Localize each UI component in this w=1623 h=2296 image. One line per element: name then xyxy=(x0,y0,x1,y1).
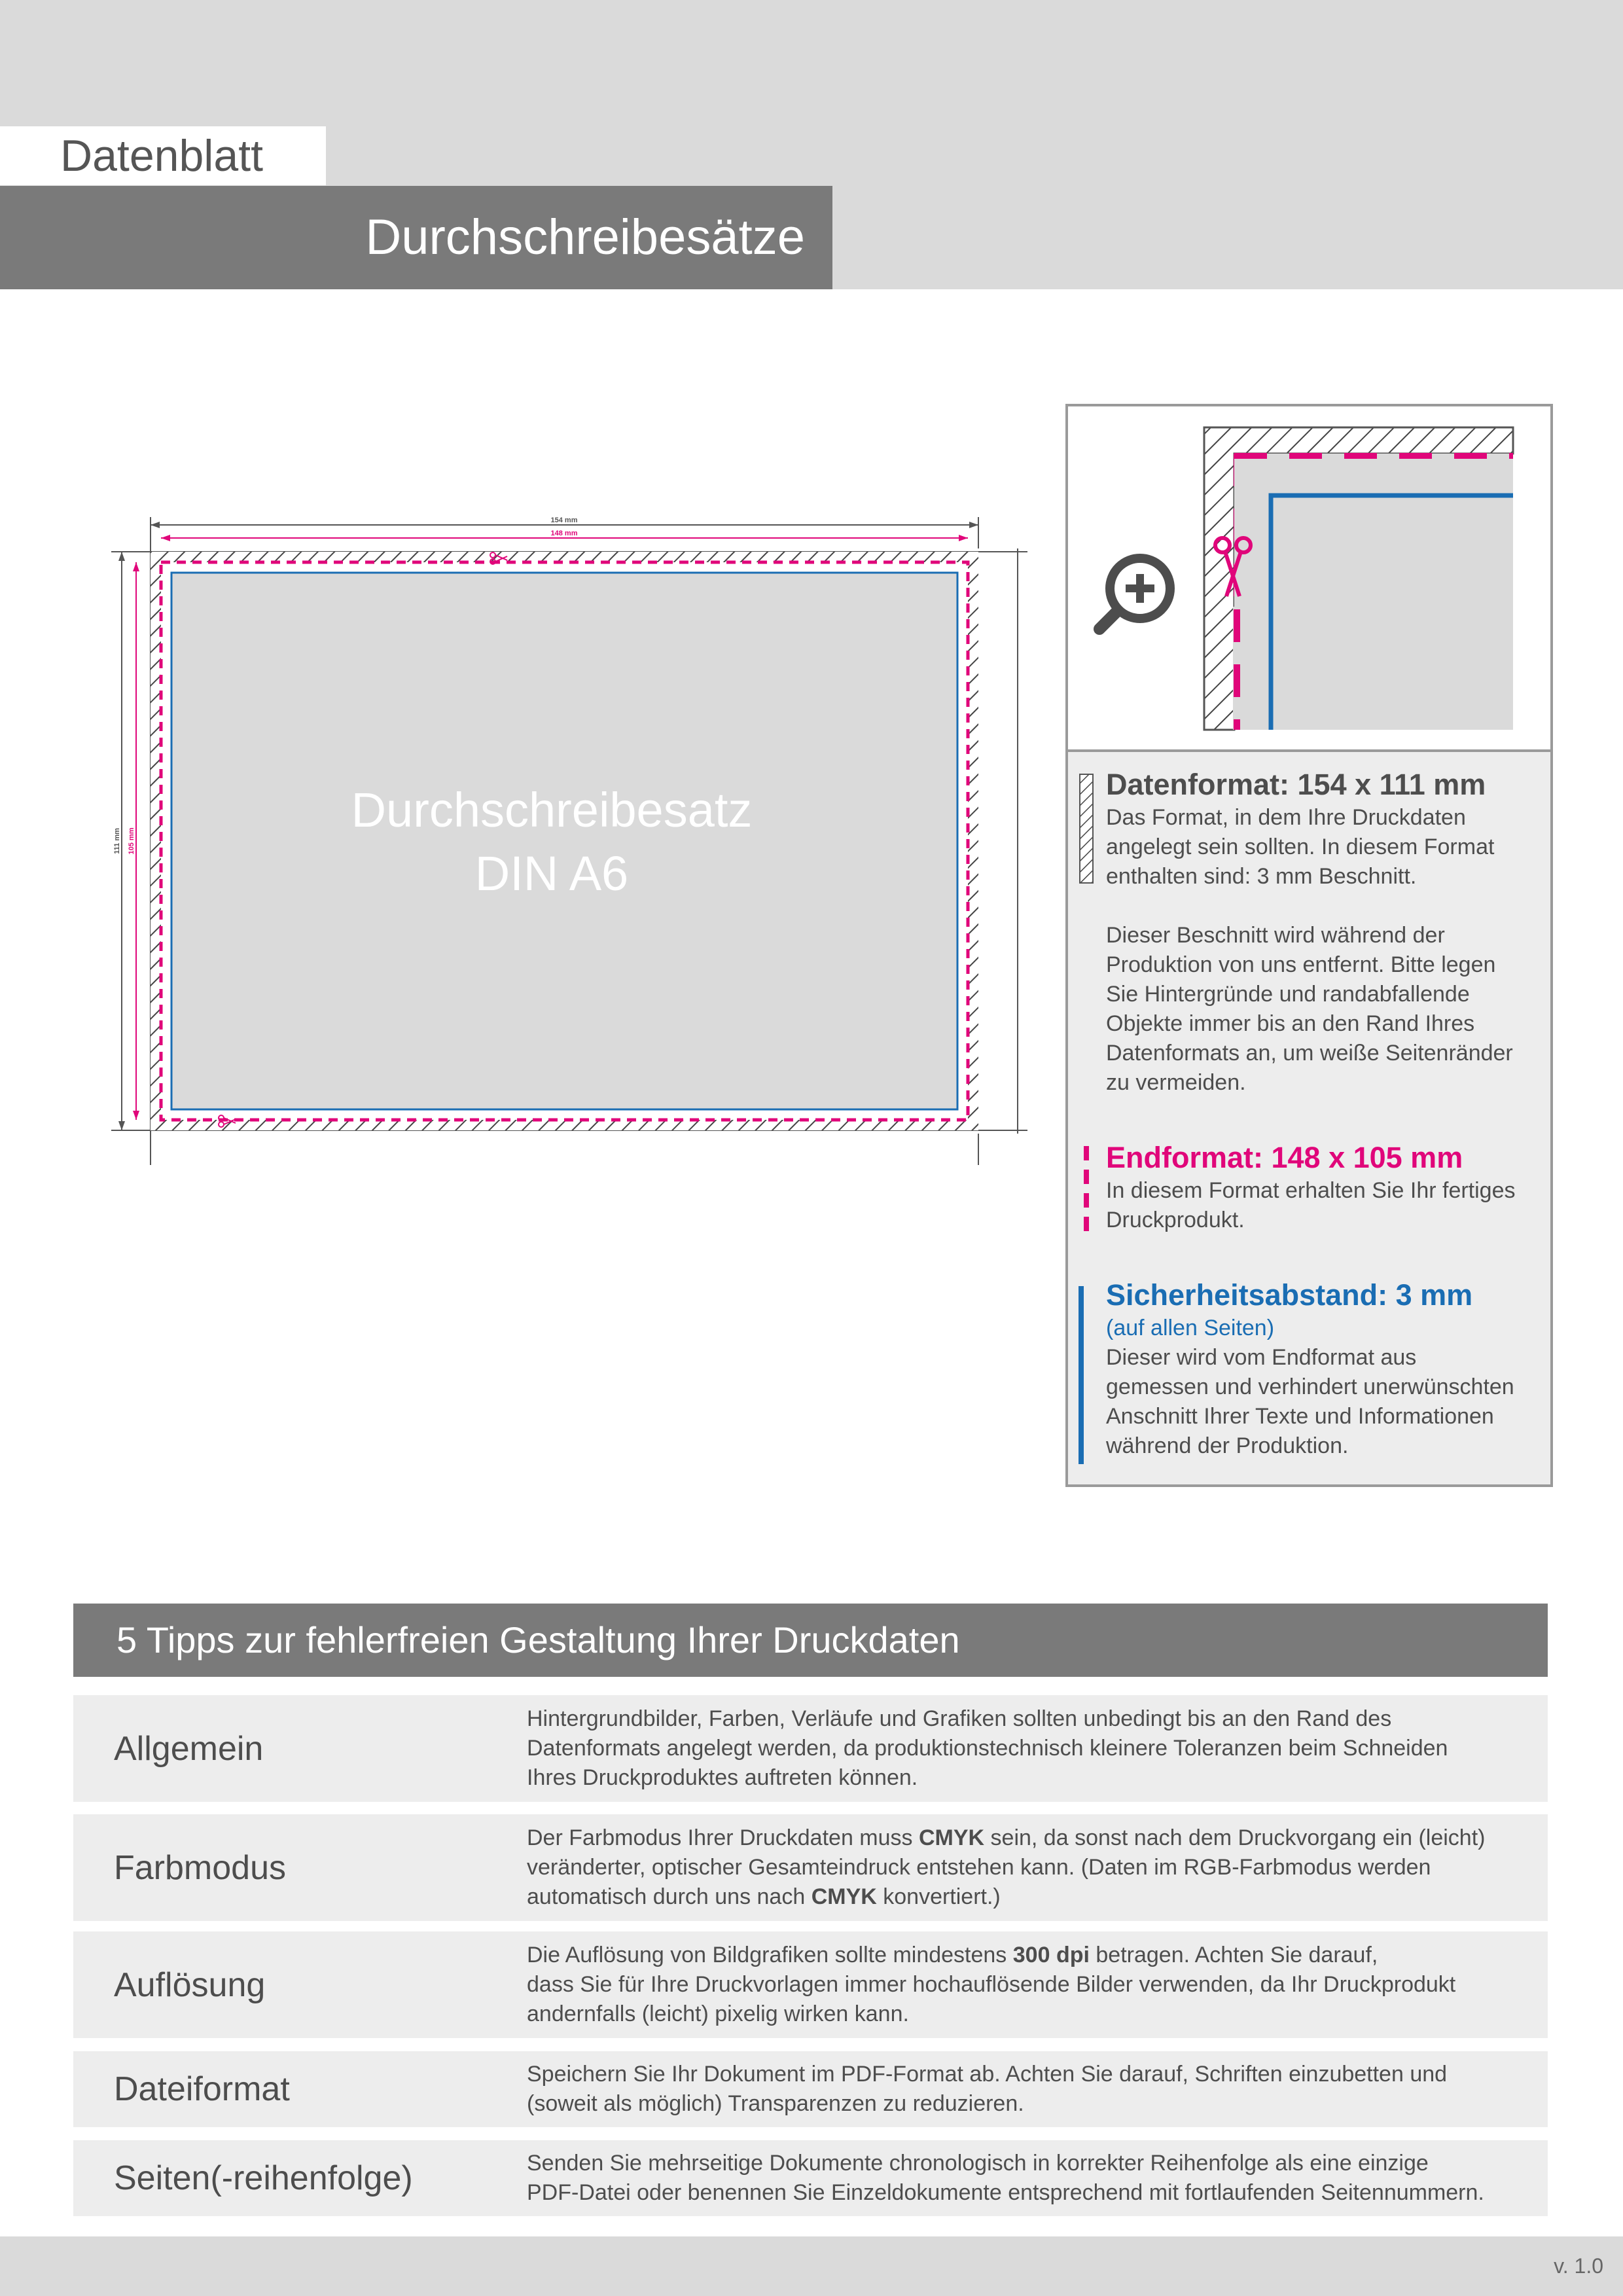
tips-title: 5 Tipps zur fehlerfreien Gestaltung Ihrer Druckdaten xyxy=(73,1604,1548,1677)
tip-text: Die Auflösung von Bildgrafiken sollte mindestens 300 dpi betragen. Achten Sie darauf, dass Sie für Ihre Druckvorlagen immer hochauflösende Bilder verwenden, da Ihr Druckprodukt andernfalls (leicht) pixelig wirken kann. xyxy=(527,1943,1456,2026)
product-name-line1: Durchschreibesatz xyxy=(351,783,753,837)
tip-text: Speichern Sie Ihr Dokument im PDF-Format ab. Achten Sie darauf, Schriften einzubetten und (soweit als möglich) Transparenzen zu reduzieren. xyxy=(527,2062,1448,2116)
safety-area xyxy=(171,573,957,1109)
height-inner-label: 105 mm xyxy=(128,827,135,855)
endformat-heading: Endformat: 148 x 105 mm xyxy=(1106,1141,1463,1174)
datenformat-heading: Datenformat: 154 x 111 mm xyxy=(1106,768,1486,801)
page-title: Durchschreibesätze xyxy=(0,186,832,289)
doc-label: Datenblatt xyxy=(0,126,326,185)
legend-sicherheitsabstand xyxy=(1106,1277,1544,1461)
end-format-marker xyxy=(1079,1146,1094,1231)
tip-row-seiten xyxy=(73,2140,1548,2216)
safety-marker xyxy=(1079,1286,1084,1464)
datenformat-text: Das Format, in dem Ihre Druckdaten angelegt sein sollten. In diesem Format enthalten sind: 3 mm Beschnitt. xyxy=(1106,805,1495,889)
tip-label: Seiten(-reihenfolge) xyxy=(114,2159,413,2197)
legend-panel xyxy=(1065,404,1553,1487)
datenformat-text-2: Dieser Beschnitt wird während der Produktion von uns entfernt. Bitte legen Sie Hintergründe und randabfallende Objekte immer bis an den Rand Ihres Datenformats an, um weiße Seitenränder zu vermeiden. xyxy=(1106,923,1513,1095)
sicherheit-sub: (auf allen Seiten) xyxy=(1106,1316,1275,1340)
tip-row-farbmodus xyxy=(73,1814,1548,1921)
tip-row-aufloesung xyxy=(73,1931,1548,2038)
footer-band xyxy=(0,2236,1623,2296)
sicherheit-text: Dieser wird vom Endformat aus gemessen und verhindert unerwünschten Anschnitt Ihrer Texte und Informationen während der Produktion. xyxy=(1106,1345,1514,1458)
sicherheit-heading: Sicherheitsabstand: 3 mm xyxy=(1106,1278,1473,1312)
tip-text: Hintergrundbilder, Farben, Verläufe und Grafiken sollten unbedingt bis an den Rand des Datenformats angelegt werden, da produktionstechnisch kleinere Toleranzen beim Schneiden Ihres Druckproduktes auftreten können. xyxy=(527,1706,1448,1790)
tip-label: Dateiformat xyxy=(114,2070,290,2108)
tip-row-dateiformat xyxy=(73,2051,1548,2127)
format-diagram xyxy=(98,504,1034,1178)
tip-label: Farbmodus xyxy=(114,1848,286,1887)
tip-label: Auflösung xyxy=(114,1965,266,2004)
legend-datenformat xyxy=(1106,766,1544,1098)
version-label: v. 1.0 xyxy=(1554,2254,1603,2278)
tip-label: Allgemein xyxy=(114,1729,264,1768)
width-outer-label: 154 mm xyxy=(550,516,578,524)
tip-text: Der Farbmodus Ihrer Druckdaten muss CMYK sein, da sonst nach dem Druckvorgang ein (leicht) veränderter, optischer Gesamteindruck entstehen kann. (Daten im RGB-Farbmodus werden automatisch durch uns nach CMYK konvertiert.) xyxy=(527,1825,1486,1909)
endformat-text: In diesem Format erhalten Sie Ihr fertiges Druckprodukt. xyxy=(1106,1178,1516,1232)
legend-endformat xyxy=(1106,1139,1544,1235)
width-inner-label: 148 mm xyxy=(550,529,578,537)
zoom-in-icon xyxy=(1099,558,1170,629)
product-name-line2: DIN A6 xyxy=(474,846,629,901)
legend-zoom-view xyxy=(1068,406,1550,752)
tip-row-allgemein xyxy=(73,1695,1548,1802)
height-outer-label: 111 mm xyxy=(113,828,121,854)
bleed-marker xyxy=(1079,773,1094,884)
tip-text: Senden Sie mehrseitige Dokumente chronologisch in korrekter Reihenfolge als eine einzige PDF-Datei oder benennen Sie Einzeldokumente entsprechend mit fortlaufenden Seitennummern. xyxy=(527,2151,1484,2205)
